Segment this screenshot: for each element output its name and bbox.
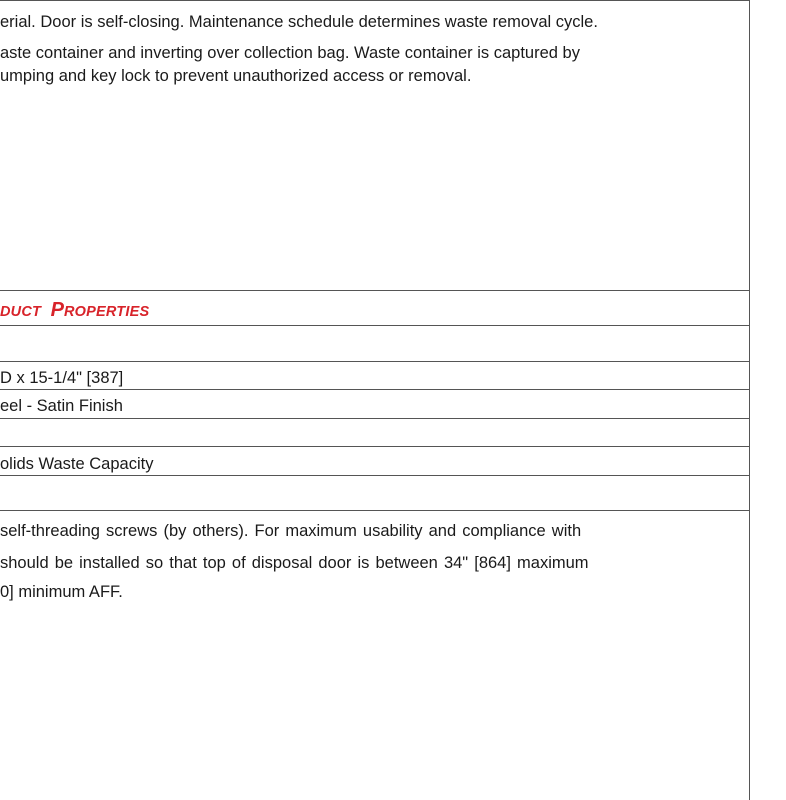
row-divider-5 (0, 475, 750, 476)
property-row-dimensions: D x 15-1/4" [387] (0, 369, 124, 387)
row-divider-3 (0, 418, 750, 419)
description-line-1: erial. Door is self-closing. Maintenance schedule determines waste removal cycle. (0, 13, 598, 31)
property-row-material: eel - Satin Finish (0, 397, 123, 415)
right-border (749, 0, 750, 800)
product-properties-heading (0, 297, 149, 325)
top-divider (0, 0, 750, 1)
installation-line-2: should be installed so that top of disposal door is between 34" [864] maximum (0, 554, 589, 572)
row-divider-1 (0, 361, 750, 362)
row-divider-2 (0, 389, 750, 390)
description-line-2: aste container and inverting over collection bag. Waste container is captured by (0, 44, 580, 62)
property-row-capacity: olids Waste Capacity (0, 455, 154, 473)
installation-line-1: self-threading screws (by others). For maximum usability and compliance with (0, 522, 582, 540)
installation-line-3: 0] minimum AFF. (0, 583, 123, 601)
row-divider-4 (0, 446, 750, 447)
row-divider-6 (0, 510, 750, 511)
heading-part-1: DUCT (0, 304, 42, 320)
heading-part-2-cap: P (50, 299, 64, 321)
heading-part-2-rest: ROPERTIES (63, 304, 150, 320)
heading-divider (0, 325, 750, 326)
description-line-3: umping and key lock to prevent unauthorized access or removal. (0, 67, 472, 85)
section-divider-top (0, 290, 750, 291)
